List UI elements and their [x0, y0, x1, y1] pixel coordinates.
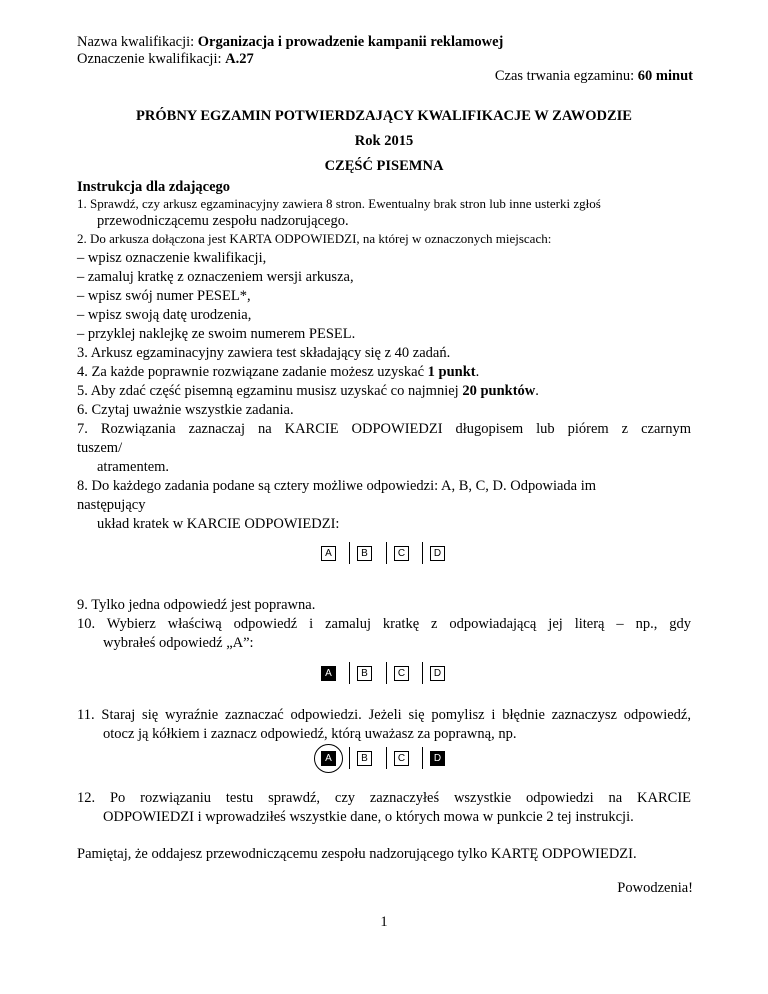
instruction-3: 3. Arkusz egzaminacyjny zawiera test składający się z 40 zadań. [77, 345, 451, 361]
option-box-d-marked: D [430, 751, 445, 766]
instruction-1-line-1: 1. Sprawdź, czy arkusz egzaminacyjny zawiera 8 stron. Ewentualny brak stron lub inne usterki zgłoś [77, 196, 601, 211]
instruction-11-line-1: 11. Staraj się wyraźnie zaznaczać odpowiedzi. Jeżeli się pomylisz i błędnie zaznaczysz odpowiedź, [77, 707, 691, 723]
instruction-6: 6. Czytaj uważnie wszystkie zadania. [77, 402, 294, 418]
instruction-2-dash-3: – wpisz swój numer PESEL*, [77, 288, 251, 304]
option-box-c: C [394, 751, 409, 766]
instruction-4-text: 4. Za każde poprawnie rozwiązane zadanie możesz uzyskać [77, 364, 428, 380]
instruction-8-line-3: układ kratek w KARCIE ODPOWIEDZI: [97, 516, 340, 532]
qualification-name-line [77, 34, 503, 51]
answer-grid-example-corrected [313, 751, 463, 773]
instruction-4 [77, 364, 479, 381]
option-box-b: B [357, 666, 372, 681]
instruction-4-points: 1 punkt [427, 364, 476, 380]
grid-divider [422, 542, 423, 564]
grid-divider [349, 747, 350, 769]
instruction-9: 9. Tylko jedna odpowiedź jest poprawna. [77, 597, 316, 613]
instruction-2-dash-2: – zamaluj kratkę z oznaczeniem wersji arkusza, [77, 269, 354, 285]
qualification-code-line [77, 51, 254, 68]
grid-divider [349, 662, 350, 684]
instruction-5 [77, 383, 539, 400]
grid-divider [349, 542, 350, 564]
exam-part: CZĘŚĆ PISEMNA [324, 158, 444, 174]
grid-divider [422, 662, 423, 684]
submission-reminder: Pamiętaj, że oddajesz przewodniczącemu zespołu nadzorującego tylko KARTĘ ODPOWIEDZI. [77, 846, 637, 862]
instruction-2-dash-4: – wpisz swoją datę urodzenia, [77, 307, 252, 323]
instruction-4-end: . [475, 364, 480, 380]
qualification-code-value: A.27 [225, 51, 254, 67]
page-number: 1 [380, 914, 388, 930]
instruction-2-dash-1: – wpisz oznaczenie kwalifikacji, [77, 250, 267, 266]
option-box-a-circled: A [321, 751, 336, 766]
instruction-10-line-2: wybrałeś odpowiedź „A”: [103, 635, 254, 651]
option-box-b: B [357, 751, 372, 766]
instruction-7-line-3: atramentem. [97, 459, 170, 475]
option-box-a-marked: A [321, 666, 336, 681]
instruction-12-line-1: 12. Po rozwiązaniu testu sprawdź, czy zaznaczyłeś wszystkie odpowiedzi na KARCIE [77, 790, 691, 806]
instruction-5-points: 20 punktów [462, 383, 536, 399]
qualification-name-value: Organizacja i prowadzenie kampanii reklamowej [197, 34, 504, 50]
qualification-code-label: Oznaczenie kwalifikacji: [77, 51, 226, 67]
grid-divider [386, 662, 387, 684]
option-box-b: B [357, 546, 372, 561]
option-box-c: C [394, 546, 409, 561]
instruction-8-line-2: następujący [77, 497, 146, 513]
answer-grid-example-marked [313, 666, 463, 688]
instruction-7-line-1: 7. Rozwiązania zaznaczaj na KARCIE ODPOWIEDZI długopisem lub piórem z czarnym [77, 421, 691, 437]
exam-duration-label: Czas trwania egzaminu: [494, 68, 638, 84]
instruction-5-end: . [535, 383, 539, 399]
instruction-2-dash-5: – przyklej naklejkę ze swoim numerem PESEL. [77, 326, 356, 342]
exam-duration-line [495, 68, 693, 85]
answer-grid-example-empty [313, 546, 463, 568]
good-luck-text: Powodzenia! [617, 880, 693, 896]
grid-divider [422, 747, 423, 769]
exam-year: Rok 2015 [354, 133, 414, 149]
option-box-a: A [321, 546, 336, 561]
instruction-1-line-2: przewodniczącemu zespołu nadzorującego. [97, 213, 349, 229]
instructions-heading: Instrukcja dla zdającego [77, 179, 231, 195]
option-box-c: C [394, 666, 409, 681]
instruction-2: 2. Do arkusza dołączona jest KARTA ODPOWIEDZI, na której w oznaczonych miejscach: [77, 231, 552, 246]
grid-divider [386, 542, 387, 564]
instruction-7-line-2: tuszem/ [77, 440, 123, 456]
option-box-d: D [430, 546, 445, 561]
instruction-10-line-1: 10. Wybierz właściwą odpowiedź i zamaluj kratkę z odpowiadającą jej literą – np., gdy [77, 616, 691, 632]
instruction-8-line-1: 8. Do każdego zadania podane są cztery możliwe odpowiedzi: A, B, C, D. Odpowiada im [77, 478, 597, 494]
option-box-d: D [430, 666, 445, 681]
instruction-12-line-2: ODPOWIEDZI i wprowadziłeś wszystkie dane, o których mowa w punkcie 2 tej instrukcji. [103, 809, 634, 825]
grid-divider [386, 747, 387, 769]
instruction-5-text: 5. Aby zdać część pisemną egzaminu musisz uzyskać co najmniej [77, 383, 463, 399]
exam-duration-value: 60 minut [637, 68, 693, 84]
exam-title: PRÓBNY EGZAMIN POTWIERDZAJĄCY KWALIFIKACJE W ZAWODZIE [136, 108, 632, 124]
qualification-name-label: Nazwa kwalifikacji: [77, 34, 198, 50]
instruction-11-line-2: otocz ją kółkiem i zaznacz odpowiedź, którą uważasz za poprawną, np. [103, 726, 517, 742]
